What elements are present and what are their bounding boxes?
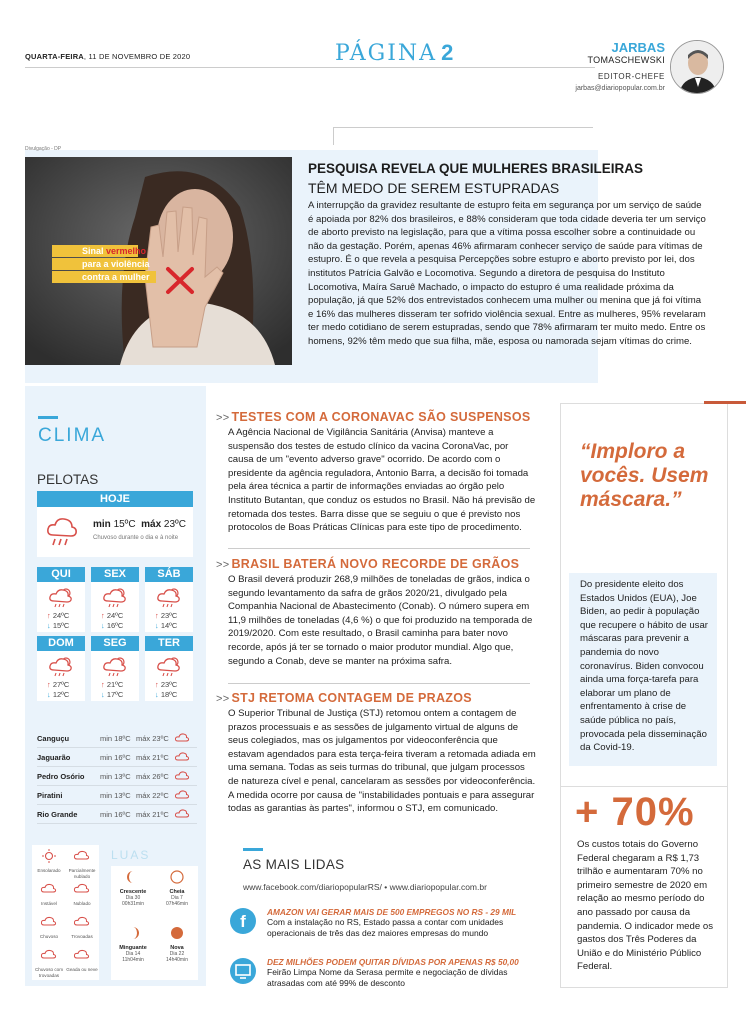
day-header: SEG — [91, 636, 139, 651]
weather-section-title: CLIMA — [38, 425, 107, 446]
day-forecast — [145, 651, 193, 701]
day-forecast — [37, 582, 85, 632]
weather-city: PELOTAS — [37, 472, 99, 487]
day-forecast — [91, 651, 139, 701]
cloud-rain-icon — [48, 654, 74, 683]
day-header: SÁB — [145, 567, 193, 582]
day-header: SEX — [91, 567, 139, 582]
day-forecast — [145, 582, 193, 632]
cloud-icon — [174, 732, 190, 744]
today-description: Chuvoso durante o dia e à noite — [93, 535, 179, 541]
moon-phases — [111, 866, 198, 980]
stat-value: + 70% — [575, 790, 695, 834]
city-name: Rio Grande — [37, 809, 78, 819]
editor-avatar — [670, 40, 724, 94]
legend-item: Ensolarado — [32, 849, 66, 874]
weather-type-icon — [32, 915, 66, 934]
city-max: máx 21ºC — [136, 809, 169, 819]
city-row — [37, 767, 197, 786]
news-item-3: >> STJ RETOMA CONTAGEM DE PRAZOS O Superior Tribunal de Justiça (STJ) retomou ontem a contagem de prazos processuais e as sessões de julgamento virtual de alguns de seus colegiados, mas os julgamentos por videoconferência que estavam agendados para esta terça-feira tiveram a retomada adiada em uma semana. Todas as seis turmas do tribunal, que julgam processos de natureza cível e penal, cancelaram as sessões por videoconferência. A medida ocorre por causa de "instabilidades pontuais e para assegurar todas as garantias às partes", informou o STJ, em comunicado. — [216, 691, 536, 815]
news-item-2: >> BRASIL BATERÁ NOVO RECORDE DE GRÃOS O Brasil deverá produzir 268,9 milhões de toneladas de grãos, indica o segundo levantamento da safra de grãos 2020/21, divulgado pela Companhia Nacional de Abastecimento (Conab). O número supera em 11,9 milhões de toneladas (4,6 %) o que foi produzido na temporada de 2019/2020. Com este resultado, o Brasil caminha para bater novo recorde, após já ter se tornado o maior produtor mundial. Algo que, segundo a Conab, deve se manter na próxima safra. — [216, 557, 536, 668]
editor-role: EDITOR-CHEFE — [597, 72, 665, 81]
city-name: Canguçu — [37, 733, 70, 743]
news-title: BRASIL BATERÁ NOVO RECORDE DE GRÃOS — [231, 557, 520, 571]
news-title: TESTES COM A CORONAVAC SÃO SUSPENSOS — [231, 410, 531, 424]
weather-type-icon — [65, 849, 99, 868]
news-title: STJ RETOMA CONTAGEM DE PRAZOS — [231, 691, 472, 705]
rain-icon — [45, 515, 79, 549]
legend-item: Parcialmente nublado — [65, 849, 99, 879]
today-temps: min 15ºC máx 23ºC — [93, 519, 186, 530]
moon-icon — [111, 926, 155, 945]
city-min: min 13ºC — [100, 790, 131, 800]
city-min: min 13ºC — [100, 771, 131, 781]
photo-credit: Divulgação - DP — [25, 146, 62, 152]
legend-item: Nublado — [65, 882, 99, 907]
weather-type-icon — [65, 882, 99, 901]
city-name: Jaguarão — [37, 752, 71, 762]
top-story-title: PESQUISA REVELA QUE MULHERES BRASILEIRAS — [308, 161, 644, 176]
day-min: ↓ 14ºC — [155, 621, 178, 630]
cloud-rain-icon — [156, 654, 182, 683]
weather-type-icon — [65, 948, 99, 967]
page-label: PÁGINA 2 — [335, 40, 456, 66]
facebook-icon: f — [230, 908, 256, 934]
divider — [228, 683, 530, 684]
legend-item: Chuvoso com trovoadas — [32, 948, 66, 978]
moon-phase: Minguante Dia 14 11h04min — [111, 926, 155, 963]
city-min: min 18ºC — [100, 733, 131, 743]
news-body: O Superior Tribunal de Justiça (STJ) retomou ontem a contagem de prazos processuais e as sessões de julgamento virtual de alguns de seus colegiados, mas os julgamentos por videoconferência que estavam agendados para esta terça-feira tiveram a retomada adiada em uma semana. Todas as seis turmas do tribunal, que julgam processos de natureza cível e penal, cancelaram as sessões por videoconferência. A medida ocorre por causa de "instabilidades pontuais e para assegurar todas as garantias às partes", informou o STJ, em comunicado. — [228, 708, 536, 815]
legend-item: Geada ou neve — [65, 948, 99, 973]
day-min: ↓ 16ºC — [101, 621, 124, 630]
day-min: ↓ 18ºC — [155, 690, 178, 699]
computer-icon — [230, 958, 256, 984]
top-story-subtitle: TÊM MEDO DE SEREM ESTUPRADAS — [308, 180, 560, 196]
most-read-links[interactable]: www.facebook.com/diariopopularRS/ • www.diariopopular.com.br — [243, 882, 487, 892]
day-min: ↓ 17ºC — [101, 690, 124, 699]
day-max: ↑ 24ºC — [101, 611, 124, 620]
moon-icon — [155, 926, 199, 945]
cloud-rain-icon — [102, 654, 128, 683]
day-min: ↓ 12ºC — [47, 690, 70, 699]
cloud-rain-icon — [102, 585, 128, 614]
weather-type-icon — [32, 849, 66, 868]
city-row — [37, 748, 197, 767]
news-item-1: >> TESTES COM A CORONAVAC SÃO SUSPENSOS A Agência Nacional de Vigilância Sanitária (Anvisa) manteve a suspensão dos testes de estudo clínico da vacina CoronaVac, por causa de um "evento adverso grave" ocorrido. De acordo com o presidente da agência reguladora, Antonio Barra, a decisão foi tomada pela área técnica a partir de informações enviadas ao órgão pelo Instituto Butantan, que conduz os estudos no Brasil. Não há previsão de retomada dos testes. Barra disse que se seguiu o que é previsto nos protocolos de Boas Práticas Clínicas para este tipo de procedimento. — [216, 410, 536, 534]
quote-text: “Imploro a vocês. Usem máscara.” — [580, 440, 709, 511]
day-max: ↑ 27ºC — [47, 680, 70, 689]
legend-item: Chuvoso — [32, 915, 66, 940]
cloud-rain-icon — [156, 585, 182, 614]
today-forecast — [37, 507, 193, 557]
day-header: TER — [145, 636, 193, 651]
date-line: QUARTA-FEIRA, 11 DE NOVEMBRO DE 2020 — [25, 52, 191, 61]
day-header: DOM — [37, 636, 85, 651]
city-max: máx 26ºC — [136, 771, 169, 781]
accent-bar — [243, 848, 263, 851]
most-read-item[interactable]: AMAZON VAI GERAR MAIS DE 500 EMPREGOS NO RS - 29 MIL Com a instalação no RS, Estado passa a contar com unidades operacionais de três das dez maiores empresas do mundo — [267, 907, 517, 938]
city-row — [37, 805, 197, 824]
accent-bar — [38, 416, 58, 419]
divider — [333, 127, 334, 145]
cloud-rain-icon — [48, 585, 74, 614]
news-body: O Brasil deverá produzir 268,9 milhões de toneladas de grãos, indica o segundo levantamento da safra de grãos 2020/21, divulgado pela Companhia Nacional de Abastecimento (Conab). O número supera em 11,9 milhões de toneladas (4,6 %) o que foi produzido na temporada de 2019/2020. Com este resultado, o Brasil caminha para bater novo recorde, após já ter se tornado o maior produtor mundial. Algo que, segundo a Conab, deve se manter na próxima safra. — [228, 574, 533, 667]
editor-email[interactable]: jarbas@diariopopular.com.br — [575, 85, 665, 92]
city-name: Piratini — [37, 790, 63, 800]
news-body: A Agência Nacional de Vigilância Sanitária (Anvisa) manteve a suspensão dos testes de estudo clínico da vacina CoronaVac, por causa de um "evento adverso grave" ocorrido. De acordo com o presidente da agência reguladora, Antonio Barra, a decisão foi tomada pela área técnica a partir de informações enviadas ao órgão pelo Instituto Butantan, que conduz os estudos no Brasil. Não há previsão de retomada dos testes. Barra disse que se seguiu o que é previsto nos protocolos de Boas Práticas Clínicas para este tipo de procedimento. — [228, 427, 536, 534]
most-read-title: AS MAIS LIDAS — [243, 857, 345, 872]
cloud-icon — [174, 751, 190, 763]
day-max: ↑ 24ºC — [47, 611, 70, 620]
city-max: máx 22ºC — [136, 790, 169, 800]
day-forecast — [91, 582, 139, 632]
weather-type-icon — [32, 882, 66, 901]
top-story-body: A interrupção da gravidez resultante de estupro feita em segurança por um serviço de saúde é apoiada por 82% dos brasileiros, e 88% consideram que toda cidade deveria ter um serviço de aborto previsto na legislação, para que a vítima possa escolher sobre a continuidade ou não da gestação. Porém, apenas 46% afirmaram conhecer serviço de saúde para vítimas de estupro. É o que revela a pesquisa Percepções sobre estupro e aborto previsto por lei, dos institutos Patrícia Galvão e Locomotiva. Segundo a diretora de pesquisa do Instituto Locomotiva, Maíra Saruê Machado, o impacto do estupro é uma realidade próxima da população, já que 52% dos entrevistados conhecem uma mulher ou menina que já foi vítima e 16% das mulheres disseram ter sofrido violência sexual. Entre as mulheres, 95% revelaram ter medo cotidiano de serem estupradas, sendo que 78% afirmaram ter muito medo. Entre os homens, 92% têm medo que sua filha, mãe, esposa ou namorada sejam vítimas do crime. — [308, 200, 706, 347]
city-list — [37, 729, 197, 824]
moon-icon — [155, 870, 199, 889]
city-max: máx 21ºC — [136, 752, 169, 762]
editor-name: JARBAS TOMASCHEWSKI — [587, 40, 665, 65]
city-name: Pedro Osório — [37, 771, 85, 781]
moon-icon — [111, 870, 155, 889]
today-header: HOJE — [37, 491, 193, 507]
day-forecast — [37, 651, 85, 701]
weather-type-icon — [65, 915, 99, 934]
city-row — [37, 729, 197, 748]
stat-text: Os custos totais do Governo Federal chegaram a R$ 1,73 trilhão e aumentaram 70% no primeiro semestre de 2020 em relação ao mesmo período do ano passado por causa da pandemia. O indicador mede os gastos dos Três Poderes da União e do Ministério Público Federal. — [577, 839, 713, 973]
divider — [333, 127, 593, 128]
cloud-icon — [174, 808, 190, 820]
header-divider — [25, 67, 595, 68]
day-max: ↑ 23ºC — [155, 680, 178, 689]
moon-phase: Cheia Dia 7 07h46min — [155, 870, 199, 907]
city-min: min 16ºC — [100, 752, 131, 762]
accent-bar — [704, 401, 746, 404]
city-max: máx 23ºC — [136, 733, 169, 743]
legend-item: Trovoadas — [65, 915, 99, 940]
quote-context: Do presidente eleito dos Estados Unidos (EUA), Joe Biden, ao pedir à população que recupere o hábito de usar máscaras para prevenir a pandemia do novo coronavírus. Biden convocou ainda uma força-tarefa para elaborar um plano de enfrentamento à crise de saúde pública no país, provocada pela disseminação da Covid-19. — [580, 579, 709, 754]
city-min: min 16ºC — [100, 809, 131, 819]
most-read-item[interactable]: DEZ MILHÕES PODEM QUITAR DÍVIDAS POR APENAS R$ 50,00 Feirão Limpa Nome da Serasa permite e negociação de dívidas atrasadas com até 99% de desconto — [267, 957, 519, 988]
day-max: ↑ 21ºC — [101, 680, 124, 689]
photo-banner: Sinal vermelho para a violência contra a mulher — [82, 246, 150, 282]
day-max: ↑ 23ºC — [155, 611, 178, 620]
moons-title: LUAS — [111, 848, 151, 862]
weather-type-icon — [32, 948, 66, 967]
legend-item: Instável — [32, 882, 66, 907]
day-header: QUI — [37, 567, 85, 582]
moon-phase: Crescente Dia 30 00h31min — [111, 870, 155, 907]
day-min: ↓ 15ºC — [47, 621, 70, 630]
cloud-icon — [174, 770, 190, 782]
city-row — [37, 786, 197, 805]
moon-phase: Nova Dia 22 14h40min — [155, 926, 199, 963]
weather-legend — [32, 845, 99, 980]
divider — [228, 548, 530, 549]
cloud-icon — [174, 789, 190, 801]
